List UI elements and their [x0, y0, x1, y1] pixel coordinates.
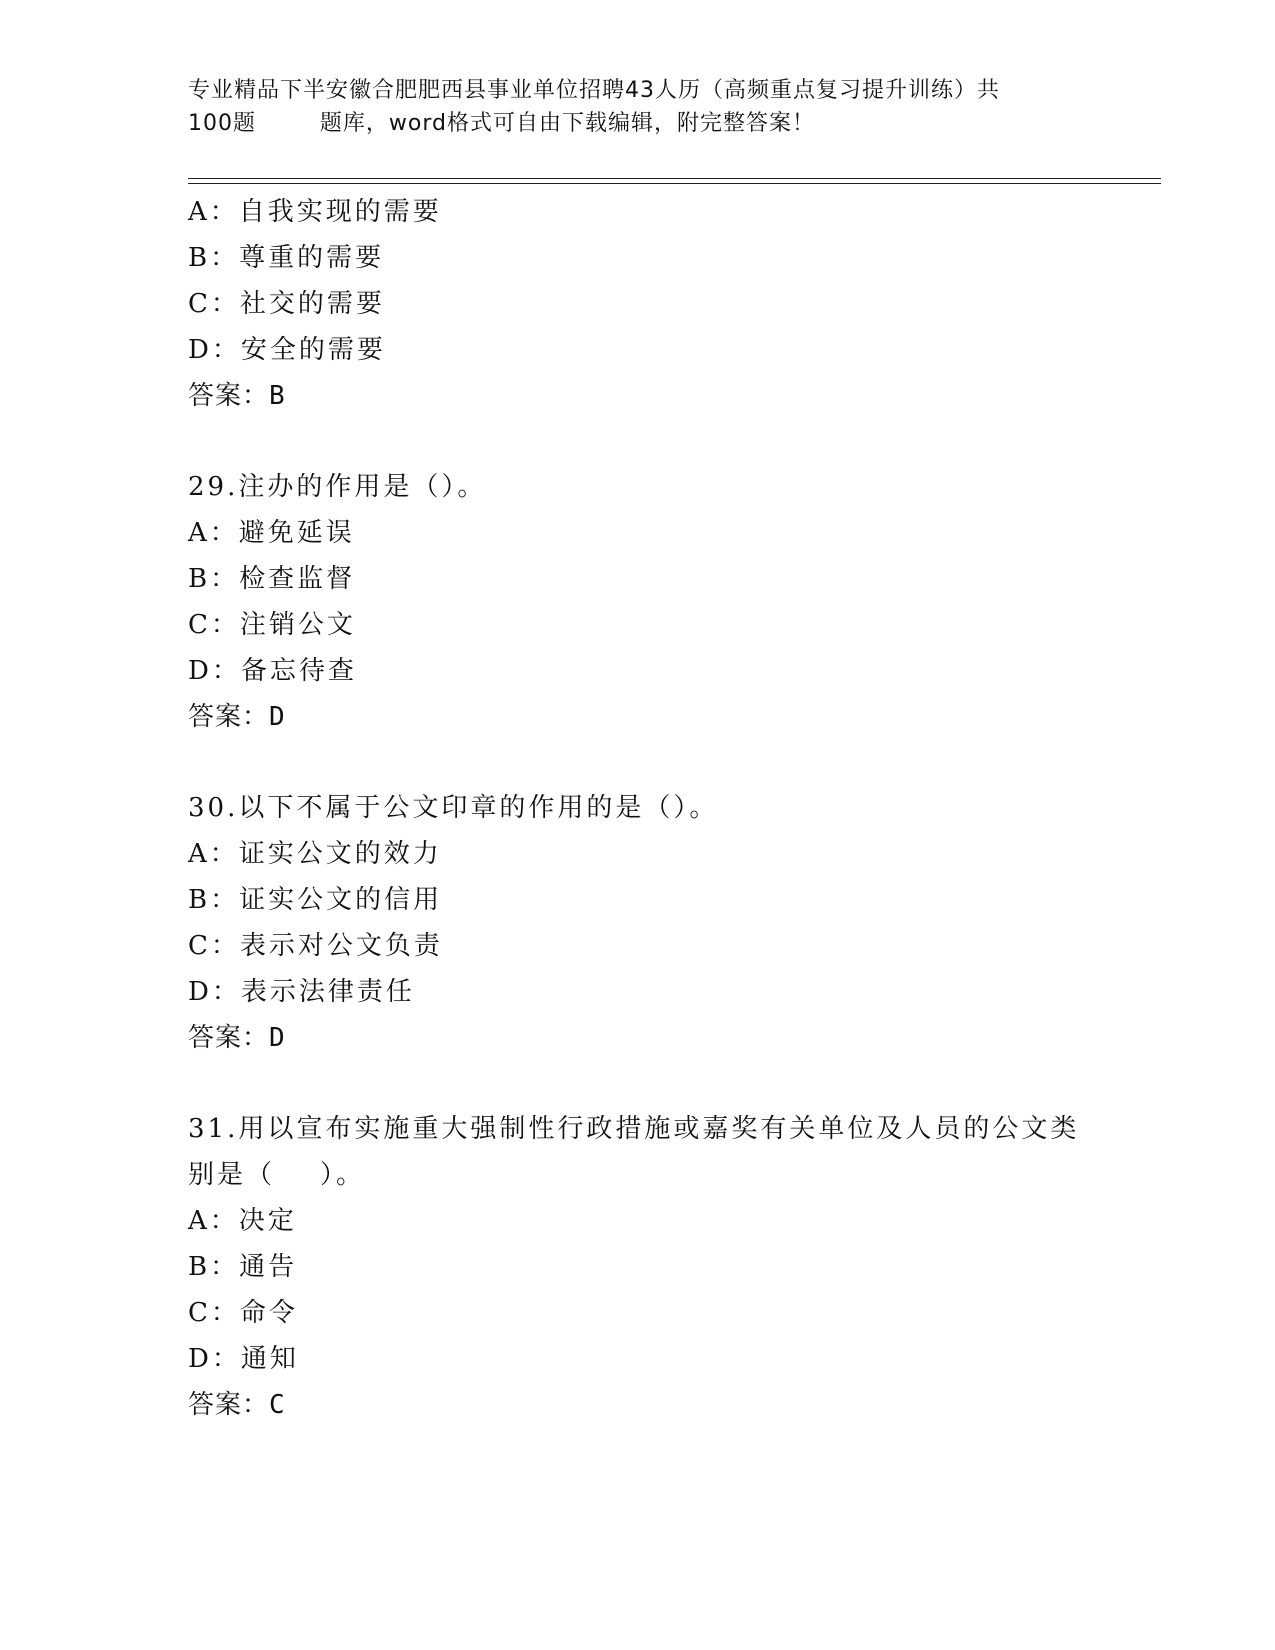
header-title-line-1: 专业精品下半安徽合肥肥西县事业单位招聘43人历（高频重点复习提升训练）共 [188, 78, 1000, 103]
spacer [188, 419, 1148, 464]
question-stem-line-2: 别是（ ）。 [188, 1160, 366, 1190]
header-title-line-2: 100题 题库，word格式可自由下载编辑，附完整答案！ [188, 111, 816, 136]
option-b: B：通告 [188, 1252, 298, 1282]
question-28-continued [188, 189, 1148, 419]
header-divider-top [188, 178, 1161, 179]
option-b: B：检查监督 [188, 564, 356, 594]
option-a: A：避免延误 [188, 518, 355, 548]
option-c: C：注销公文 [188, 610, 356, 640]
option-b: B：证实公文的信用 [188, 885, 443, 915]
option-c: C：社交的需要 [188, 289, 385, 319]
question-list [188, 189, 1148, 1428]
option-a: A：决定 [188, 1206, 297, 1236]
answer-value: D [269, 1023, 286, 1053]
answer-line [188, 694, 1148, 740]
option-a: A：自我实现的需要 [188, 197, 442, 227]
option-a: A：证实公文的效力 [188, 839, 442, 869]
question-stem-line-1: 31.用以宣布实施重大强制性行政措施或嘉奖有关单位及人员的公文类 [188, 1114, 1080, 1144]
answer-line [188, 373, 1148, 419]
question-30 [188, 785, 1148, 1061]
answer-line [188, 1382, 1148, 1428]
question-31 [188, 1106, 1148, 1428]
answer-label: 答案： [188, 1390, 270, 1420]
answer-value: C [269, 1390, 286, 1420]
option-b: B：尊重的需要 [188, 243, 385, 273]
option-d: D：通知 [188, 1344, 299, 1374]
spacer [188, 740, 1148, 785]
question-stem: 29.注办的作用是（）。 [188, 472, 487, 502]
question-29 [188, 464, 1148, 740]
option-d: D：备忘待查 [188, 656, 357, 686]
option-d: D：安全的需要 [188, 335, 386, 365]
answer-value: D [269, 702, 286, 732]
answer-label: 答案： [188, 381, 270, 411]
question-stem: 30.以下不属于公文印章的作用的是（）。 [188, 793, 719, 823]
option-c: C：命令 [188, 1298, 298, 1328]
option-c: C：表示对公文负责 [188, 931, 443, 961]
answer-label: 答案： [188, 702, 270, 732]
answer-value: B [269, 381, 286, 411]
document-header [188, 74, 1088, 140]
spacer [188, 1061, 1148, 1106]
header-divider-bottom [188, 183, 1161, 184]
option-d: D：表示法律责任 [188, 977, 415, 1007]
answer-line [188, 1015, 1148, 1061]
answer-label: 答案： [188, 1023, 270, 1053]
